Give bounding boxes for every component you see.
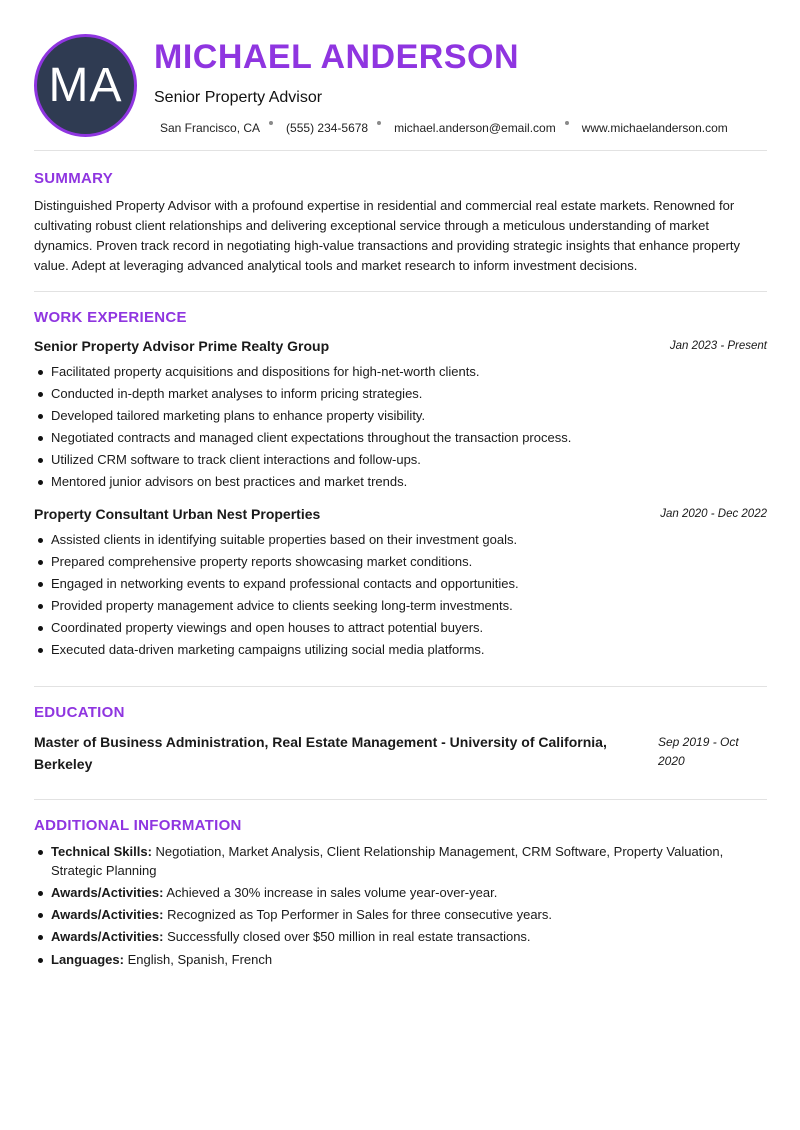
- resume-header: [34, 34, 767, 137]
- section-divider: [34, 686, 767, 687]
- section-divider: [34, 150, 767, 151]
- list-item: [34, 883, 767, 902]
- separator-dot-icon: [565, 121, 569, 125]
- additional-heading: ADDITIONAL INFORMATION: [34, 817, 242, 834]
- job-header: [34, 506, 767, 526]
- job-bullets: [34, 529, 767, 661]
- list-item: Facilitated property acquisitions and dispositions for high-net-worth clients.: [34, 361, 767, 383]
- section-divider: [34, 291, 767, 292]
- contact-location: San Francisco, CA: [160, 121, 261, 135]
- job-role: Property Consultant Urban Nest Properties: [34, 506, 321, 522]
- education-dates: Sep 2019 - Oct 2020: [658, 735, 739, 768]
- contact-email[interactable]: michael.anderson@email.com: [394, 121, 556, 135]
- job-dates: Jan 2020 - Dec 2022: [660, 508, 767, 520]
- avatar: [34, 34, 137, 137]
- list-item: Coordinated property viewings and open houses to attract potential buyers.: [34, 617, 767, 639]
- list-item: Executed data-driven marketing campaigns utilizing social media platforms.: [34, 639, 767, 661]
- list-item: [34, 842, 767, 880]
- info-label: Languages:: [51, 952, 124, 967]
- separator-dot-icon: [377, 121, 381, 125]
- candidate-title: Senior Property Advisor: [154, 89, 323, 106]
- list-item: Mentored junior advisors on best practices and market trends.: [34, 471, 767, 493]
- job-header: [34, 338, 767, 358]
- info-label: Technical Skills:: [51, 844, 152, 859]
- education-heading: EDUCATION: [34, 704, 125, 721]
- education-degree: Master of Business Administration, Real Estate Management - University of California, Berkeley: [34, 734, 607, 772]
- job-role: Senior Property Advisor Prime Realty Group: [34, 338, 330, 354]
- summary-heading: SUMMARY: [34, 170, 114, 187]
- info-value: Achieved a 30% increase in sales volume year-over-year.: [166, 885, 498, 900]
- list-item: Utilized CRM software to track client interactions and follow-ups.: [34, 449, 767, 471]
- avatar-initials: MA: [48, 59, 123, 112]
- info-value: Negotiation, Market Analysis, Client Relationship Management, CRM Software, Property Valuation, Strategic Planning: [51, 844, 724, 878]
- experience-heading: WORK EXPERIENCE: [34, 309, 187, 326]
- list-item: Engaged in networking events to expand professional contacts and opportunities.: [34, 573, 767, 595]
- info-value: Successfully closed over $50 million in real estate transactions.: [167, 929, 531, 944]
- info-value: English, Spanish, French: [127, 952, 273, 967]
- job-dates: Jan 2023 - Present: [669, 340, 767, 352]
- list-item: Prepared comprehensive property reports showcasing market conditions.: [34, 551, 767, 573]
- candidate-name: MICHAEL ANDERSON: [154, 38, 520, 76]
- contact-phone: (555) 234-5678: [286, 121, 369, 135]
- list-item: Provided property management advice to clients seeking long-term investments.: [34, 595, 767, 617]
- list-item: Conducted in-depth market analyses to inform pricing strategies.: [34, 383, 767, 405]
- separator-dot-icon: [269, 121, 273, 125]
- info-label: Awards/Activities:: [51, 907, 164, 922]
- list-item: [34, 905, 767, 924]
- contact-website[interactable]: www.michaelanderson.com: [581, 121, 728, 135]
- list-item: Assisted clients in identifying suitable properties based on their investment goals.: [34, 529, 767, 551]
- additional-list: [34, 842, 767, 972]
- list-item: [34, 927, 767, 946]
- contact-bar: [160, 121, 728, 135]
- list-item: [34, 950, 767, 969]
- section-divider: [34, 799, 767, 800]
- job-bullets: [34, 361, 767, 493]
- list-item: Developed tailored marketing plans to enhance property visibility.: [34, 405, 767, 427]
- info-label: Awards/Activities:: [51, 885, 164, 900]
- info-value: Recognized as Top Performer in Sales for three consecutive years.: [167, 907, 552, 922]
- info-label: Awards/Activities:: [51, 929, 164, 944]
- summary-text: Distinguished Property Advisor with a profound expertise in residential and commercial real estate markets. Renowned for cultivating robust client relationships and delivering exceptional service through a meticulous understanding of market dynamics. Proven track record in negotiating high-value transactions and providing strategic insights that enhance property value. Adept at leveraging advanced analytical tools and market research to inform investment decisions.: [34, 198, 741, 273]
- list-item: Negotiated contracts and managed client expectations throughout the transaction process.: [34, 427, 767, 449]
